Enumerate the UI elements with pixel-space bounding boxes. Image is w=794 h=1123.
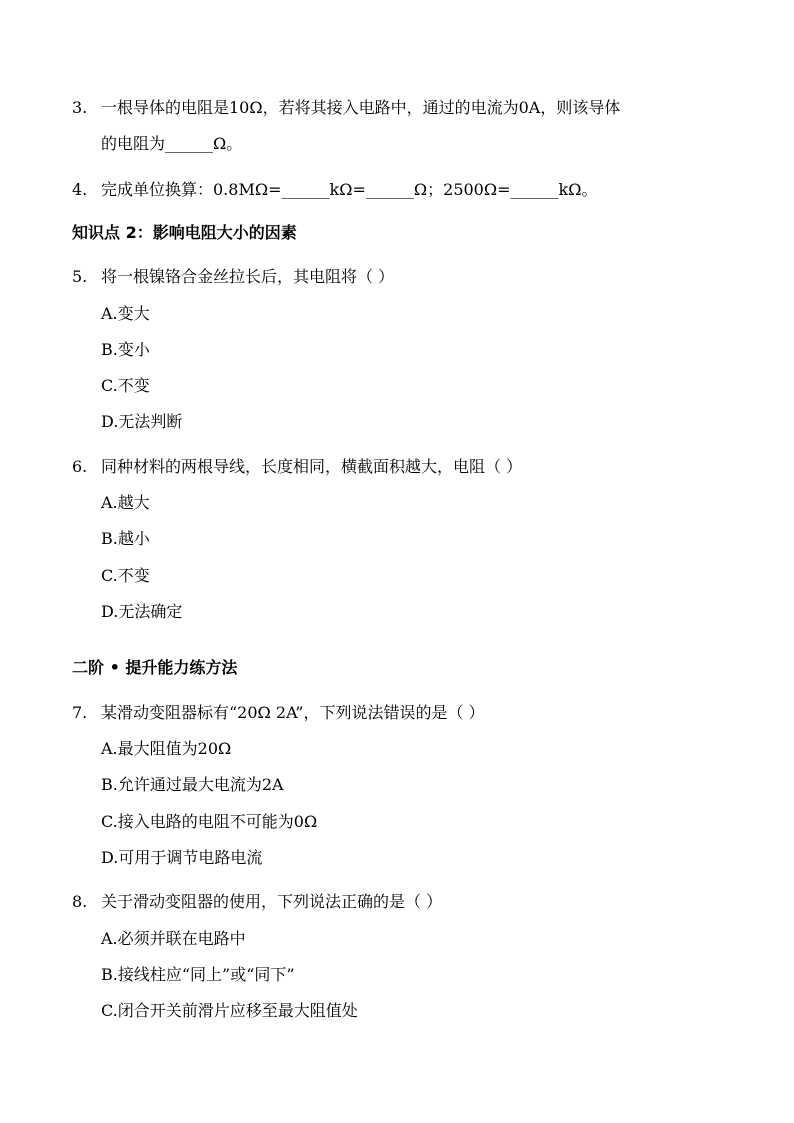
option-text: B.越小 bbox=[101, 529, 150, 548]
question-text: 完成单位换算：0.8MΩ=______kΩ=______Ω；2500Ω=______kΩ。 bbox=[101, 180, 598, 199]
question-number: 8. bbox=[72, 892, 88, 911]
question-text: 某滑动变阻器标有“20Ω 2A”，下列说法错误的是（ ） bbox=[101, 703, 485, 722]
option-text: B.接线柱应“同上”或“同下” bbox=[101, 965, 295, 984]
option-text: A.越大 bbox=[101, 493, 150, 512]
option-text: D.无法判断 bbox=[101, 412, 183, 431]
option-text: D.可用于调节电路电流 bbox=[101, 848, 263, 867]
option-text: C.闭合开关前滑片应移至最大阻值处 bbox=[101, 1001, 358, 1020]
option-text: B.变小 bbox=[101, 340, 150, 359]
question-text: 同种材料的两根导线，长度相同，横截面积越大，电阻（ ） bbox=[101, 457, 523, 476]
question-text: 一根导体的电阻是10Ω，若将其接入电路中，通过的电流为0A，则该导体 bbox=[101, 98, 621, 117]
option-text: C.不变 bbox=[101, 376, 150, 395]
question-number: 6. bbox=[72, 457, 88, 476]
option-text: A.变大 bbox=[101, 304, 150, 323]
question-text-continuation: 的电阻为______Ω。 bbox=[101, 134, 243, 153]
section-heading-level-2: 二阶 • 提升能力练方法 bbox=[72, 658, 238, 677]
question-number: 5. bbox=[72, 267, 88, 286]
option-text: A.最大阻值为20Ω bbox=[101, 739, 232, 758]
question-text: 关于滑动变阻器的使用，下列说法正确的是（ ） bbox=[101, 892, 443, 911]
option-text: C.不变 bbox=[101, 566, 150, 585]
option-text: A.必须并联在电路中 bbox=[101, 929, 246, 948]
option-text: C.接入电路的电阻不可能为0Ω bbox=[101, 812, 318, 831]
option-text: B.允许通过最大电流为2A bbox=[101, 775, 284, 794]
question-number: 4. bbox=[72, 180, 88, 199]
option-text: D.无法确定 bbox=[101, 602, 183, 621]
question-number: 3. bbox=[72, 98, 88, 117]
question-number: 7. bbox=[72, 703, 88, 722]
question-text: 将一根镍铬合金丝拉长后，其电阻将（ ） bbox=[101, 267, 395, 286]
section-heading-knowledge-point-2: 知识点 2：影响电阻大小的因素 bbox=[72, 223, 297, 242]
